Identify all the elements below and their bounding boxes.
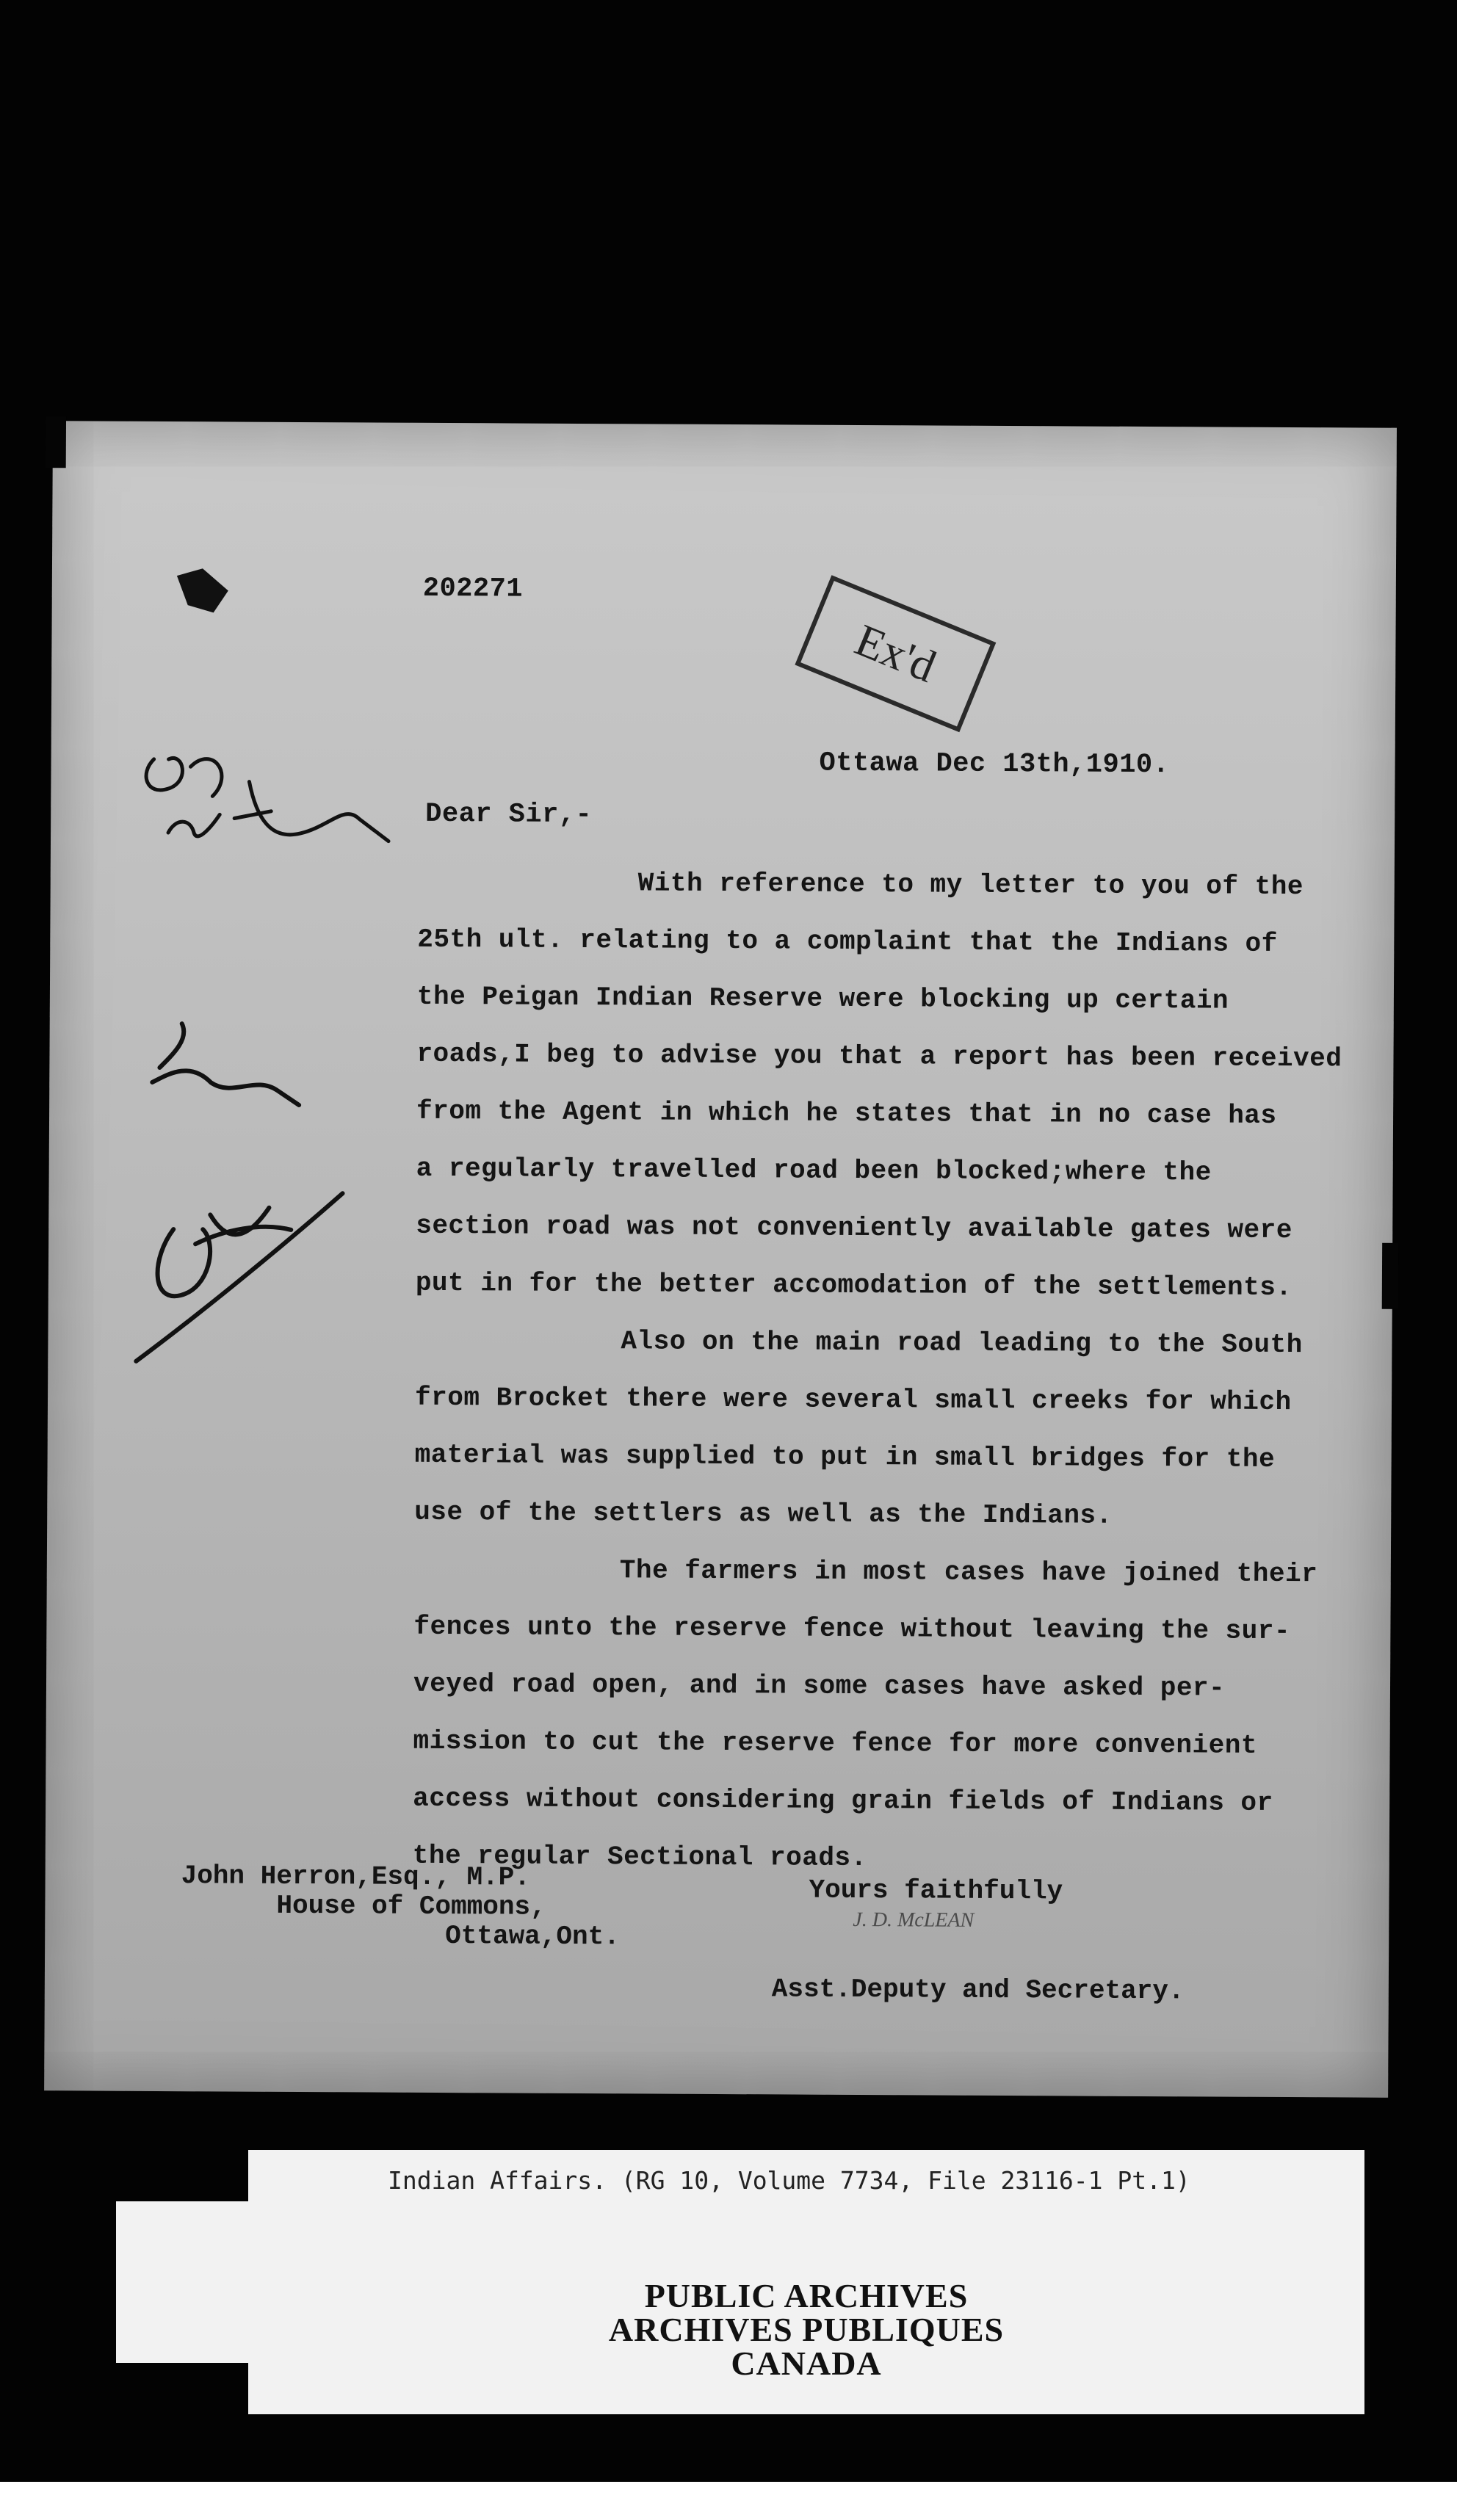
body-line: 25th ult. relating to a complaint that the Indians of: [417, 924, 1278, 959]
letter-page: [44, 421, 1397, 2098]
body-line: The farmers in most cases have joined their: [619, 1555, 1318, 1590]
bottom-margin: [0, 2482, 1457, 2520]
handwritten-initials-top: [124, 715, 433, 863]
body-line: use of the settlers as well as the Indians.: [414, 1496, 1113, 1531]
body-line: section road was not conveniently available gates were: [416, 1210, 1292, 1246]
salutation: Dear Sir,-: [425, 798, 593, 831]
archive-line-3: CANADA: [731, 2345, 882, 2382]
body-line: Also on the main road leading to the South: [621, 1326, 1303, 1361]
label-left-tab: [116, 2201, 248, 2363]
stamp-text: Ex'd: [848, 615, 943, 692]
body-line: a regularly travelled road been blocked;where the: [416, 1153, 1212, 1188]
recipient-line3: Ottawa,Ont.: [445, 1921, 620, 1952]
body-line: from Brocket there were several small creeks for which: [414, 1382, 1292, 1418]
body-line: veyed road open, and in some cases have asked per-: [413, 1668, 1226, 1703]
handwritten-initials-lower: [106, 1009, 373, 1392]
body-line: material was supplied to put in small bridges for the: [414, 1439, 1276, 1474]
signatory-title: Asst.Deputy and Secretary.: [771, 1974, 1185, 2007]
corner-notch: [46, 416, 66, 468]
archive-label: [248, 2150, 1364, 2414]
examined-stamp: [795, 575, 996, 732]
recipient-line2: House of Commons,: [276, 1890, 546, 1922]
body-line: With reference to my letter to you of the: [637, 868, 1304, 902]
file-number: 202271: [422, 573, 524, 605]
body-line: the Peigan Indian Reserve were blocking up certain: [416, 981, 1229, 1016]
body-line: put in for the better accomodation of the settlements.: [415, 1267, 1292, 1303]
recipient-name: John Herron,Esq., M.P.: [181, 1861, 531, 1893]
closing: Yours faithfully: [809, 1875, 1063, 1907]
ink-blot-mark: [162, 561, 250, 628]
body-line: from the Agent in which he states that in no case has: [416, 1096, 1277, 1131]
body-line: access without considering grain fields of Indians or: [413, 1783, 1273, 1818]
edge-notch: [1382, 1243, 1398, 1309]
body-line: roads,I beg to advise you that a report has been received: [416, 1038, 1342, 1074]
typed-signature: J. D. McLEAN: [853, 1908, 975, 1932]
body-line: fences unto the reserve fence without leaving the sur-: [413, 1611, 1291, 1647]
body-line: the regular Sectional roads.: [412, 1840, 867, 1874]
archive-line-1: PUBLIC ARCHIVES: [644, 2277, 969, 2314]
letter-date: Ottawa Dec 13th,1910.: [819, 747, 1170, 781]
archive-line-2: ARCHIVES PUBLIQUES: [608, 2311, 1005, 2348]
archive-reference: Indian Affairs. (RG 10, Volume 7734, File 23116-1 Pt.1): [388, 2166, 1190, 2195]
body-line: mission to cut the reserve fence for more convenient: [413, 1726, 1258, 1761]
